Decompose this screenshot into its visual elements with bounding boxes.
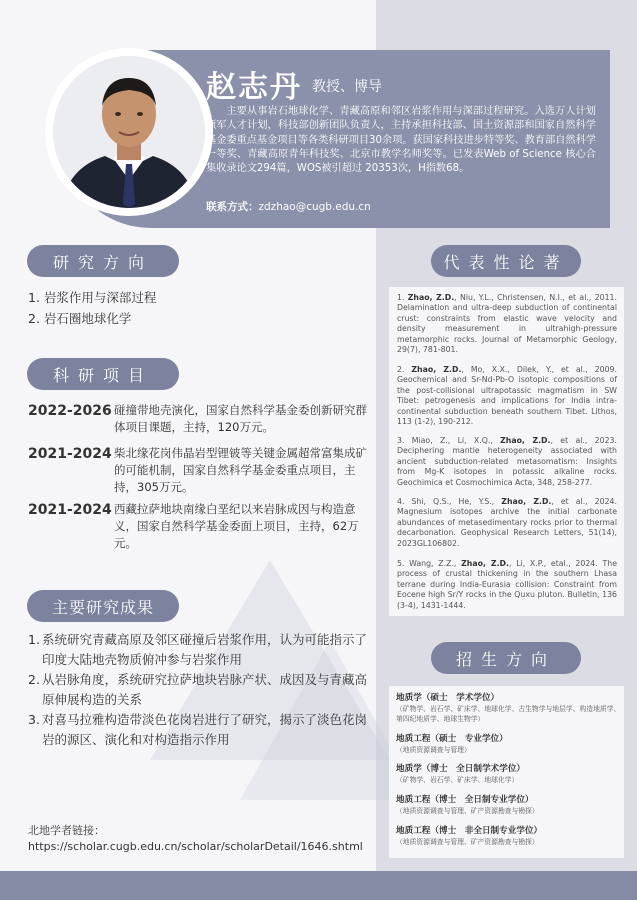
- achievement-text: 系统研究青藏高原及邻区碰撞后岩浆作用，认为可能指示了印度大陆地壳物质俯冲参与岩浆作用: [42, 632, 368, 667]
- achievement-number: 1.: [28, 632, 40, 647]
- project-item: [28, 445, 373, 496]
- project-description: 柴北缘花岗伟晶岩型锂铍等关键金属超常富集成矿的可能机制，国家自然科学基金委重点项目，主持，305万元。: [114, 446, 367, 494]
- paper-prefix: 3. Miao, Z., Li, X.Q.,: [397, 436, 501, 445]
- enrollment-heading: 招生方向: [431, 642, 581, 674]
- paper-author-highlight: Zhao, Z.D.: [407, 293, 455, 302]
- achievement-text: 对喜马拉雅构造带淡色花岗岩进行了研究，揭示了淡色花岗岩的源区、演化和对构造指示作用: [42, 712, 368, 747]
- research-list: [28, 287, 156, 329]
- paper-author-highlight: Zhao, Z.D.: [461, 559, 509, 568]
- enrollment-degree: 地质工程（硕士 专业学位）: [396, 734, 508, 744]
- paper-citation: , Li, X.P., etal., 2024. The process of crustal thickening in the southern Lhasa terrane during India-Eurasia collision: Constraint from Eocene high Sr/Y rocks in the Quxu pluton. Bulletin, 136 (3-4), 1431-1444.: [397, 559, 617, 610]
- paper-entry: [397, 559, 617, 611]
- contact-line: [206, 199, 371, 214]
- enrollment-item: [396, 692, 621, 724]
- scholar-link-url[interactable]: https://scholar.cugb.edu.cn/scholar/scholarDetail/1646.shtml: [28, 840, 363, 853]
- paper-citation: , Mo, X.X., Dilek, Y., et al., 2009. Geochemical and Sr-Nd-Pb-O isotopic compositions of the post-collisional ultrapotassic magmatism in SW Tibet: petrogenesis and implications for India intra-continental subduction beneath southern Tibet. Lithos, 113 (1-2), 190-212.: [397, 365, 617, 427]
- paper-citation: , et al., 2024. Magnesium isotopes archive the initial carbonate abundances of metasedimentary rocks prior to thermal decarbonation. Geophysical Research Letters, 51(14), 2023GL106802.: [397, 497, 617, 548]
- paper-entry: [397, 293, 617, 355]
- project-item: [28, 402, 373, 436]
- enrollment-item: [396, 763, 621, 785]
- achievements-heading: 主要研究成果: [27, 590, 179, 622]
- achievement-item: [28, 710, 373, 750]
- research-item: 1. 岩浆作用与深部过程: [28, 290, 157, 305]
- person-title: 教授、博导: [312, 79, 382, 95]
- enrollment-fields: （矿物学、岩石学、矿床学、地球化学）: [396, 776, 519, 784]
- person-name: 赵志丹: [206, 70, 302, 105]
- achievement-number: 2.: [28, 672, 40, 687]
- paper-prefix: 1.: [397, 293, 408, 302]
- paper-entry: [397, 365, 617, 427]
- paper-prefix: 4. Shi, Q.S., He, Y.S.,: [397, 497, 502, 506]
- enrollment-fields: （地质资源调查与管理、矿产资源勘查与勘探）: [396, 807, 539, 815]
- portrait-illustration: [53, 56, 205, 208]
- project-years: 2021-2024: [28, 502, 112, 518]
- achievements-list: [28, 630, 373, 750]
- paper-prefix: 5. Wang, Z.Z.,: [397, 559, 462, 568]
- achievement-item: [28, 670, 373, 710]
- research-item: 2. 岩石圈地球化学: [28, 311, 132, 326]
- paper-citation: , et al., 2023. Deciphering mantle heterogeneity associated with ancient subduction-related metasomatism: Insights from Mg-K isotopes in potassic alkaline rocks. Geochimica et Cosmochimica Acta, 348, 258-277.: [397, 436, 617, 487]
- enrollment-fields: （矿物学、岩石学、矿床学、地球化学、古生物学与地层学、构造地质学、第四纪地质学、地球生物学）: [396, 705, 621, 723]
- scholar-link-label: 北地学者链接：: [28, 824, 105, 837]
- enrollment-item: [396, 733, 621, 755]
- project-description: 西藏拉萨地块南缘白垩纪以来岩脉成因与构造意义，国家自然科学基金委面上项目，主持，62万元。: [114, 502, 359, 550]
- project-years: 2022-2026: [28, 403, 112, 419]
- biography-text: 主要从事岩石地球化学、青藏高原和邻区岩浆作用与深部过程研究。入选万人计划领军人才计划，科技部创新团队负责人，主持承担科技部、国土资源部和国家自然科学基金委重点基金项目等各类科研项目30余项。获国家科技进步特等奖、教育部自然科学一等奖、青藏高原青年科技奖、北京市教学名师奖等。已发表Web of Science 核心合集收录论文294篇，WOS被引超过 20353次，H指数68。: [206, 106, 596, 175]
- contact-label: 联系方式：: [206, 201, 259, 213]
- enrollment-item: [396, 794, 621, 816]
- enrollment-degree: 地质学（硕士 学术学位）: [396, 693, 500, 703]
- papers-heading: 代表性论著: [431, 245, 581, 277]
- paper-author-highlight: Zhao, Z.D.: [411, 365, 462, 374]
- enrollment-degree: 地质工程（博士 非全日制专业学位）: [396, 826, 543, 836]
- enrollment-fields: （地质资源调查与管理、矿产资源勘查与勘探）: [396, 838, 539, 846]
- project-item: [28, 501, 373, 552]
- projects-heading: 科研项目: [27, 358, 179, 390]
- paper-entry: [397, 436, 617, 488]
- achievement-item: [28, 630, 373, 670]
- contact-email[interactable]: zdzhao@cugb.edu.cn: [258, 201, 371, 213]
- paper-author-highlight: Zhao, Z.D.: [501, 497, 552, 506]
- footer-bar: [0, 871, 637, 900]
- paper-entry: [397, 497, 617, 549]
- paper-citation: , Niu, Y.L., Christensen, N.I., et al., 2011. Delamination and ultra-deep subduction of continental crust: constraints from elastic wave velocity and density measurement in ultrahigh-pressure metamorphic rocks. Journal of Metamorphic Geology, 29(7), 781-801.: [397, 293, 617, 355]
- paper-prefix: 2.: [397, 365, 412, 374]
- paper-author-highlight: Zhao, Z.D.: [500, 436, 551, 445]
- achievement-number: 3.: [28, 712, 40, 727]
- enrollment-fields: （地质资源调查与管理）: [396, 746, 471, 754]
- enrollment-degree: 地质工程（博士 全日制专业学位）: [396, 795, 534, 805]
- enrollment-degree: 地质学（博士 全日制学术学位）: [396, 764, 525, 774]
- project-years: 2021-2024: [28, 446, 112, 462]
- portrait-photo: [53, 56, 205, 208]
- enrollment-item: [396, 825, 621, 847]
- project-description: 碰撞带地壳演化，国家自然科学基金委创新研究群体项目课题，主持，120万元。: [114, 403, 367, 434]
- research-heading: 研究方向: [27, 245, 179, 277]
- achievement-text: 从岩脉角度，系统研究拉萨地块岩脉产状、成因及与青藏高原伸展构造的关系: [42, 672, 368, 707]
- scholar-link-block: [28, 823, 378, 855]
